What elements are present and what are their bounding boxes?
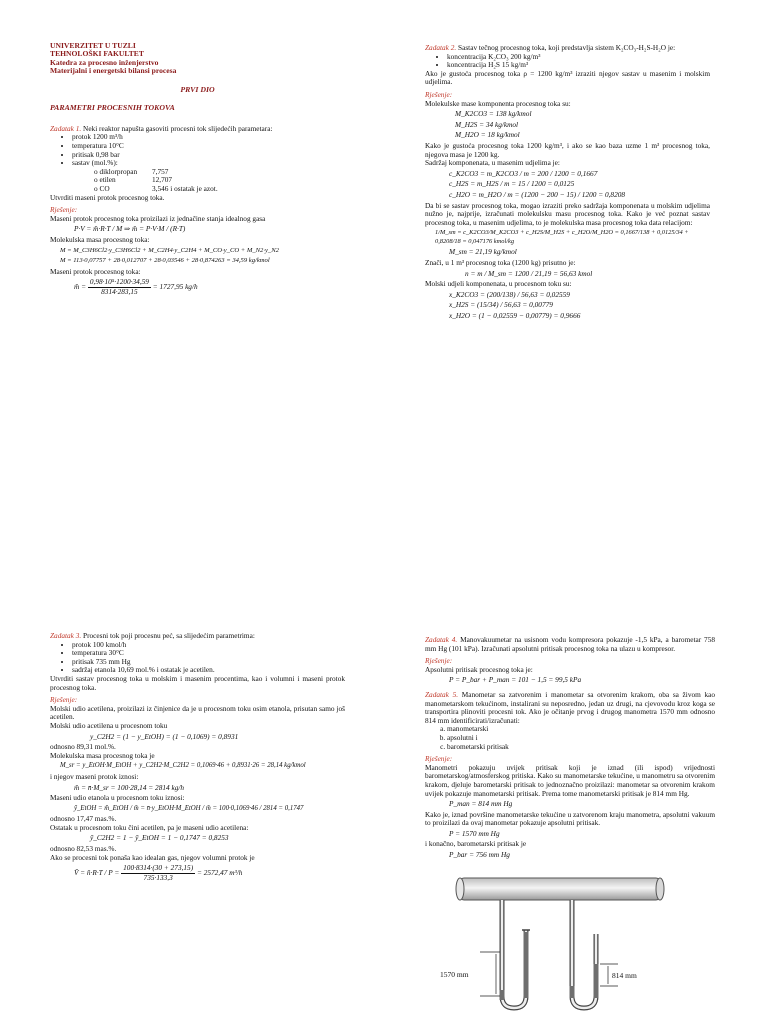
university-name: UNIVERZITET U TUZLI [50,41,136,50]
bottom-left-column: Zadatak 3. Procesni tok poji procesnu peć, sa slijedećim parametrima: • protok 100 kmol/h • temperatura 30°C • pritisak 735 mm Hg • sadržaj etanola 10,69 mol.% i ostatak je acetilen. Utvrditi sastav procesnog toka u molskim i masenim procentima, kao i volumni i maseni protok procesnog toka. Rješenje: Molski udio acetilena, proizilazi iz činjenice da je u procesnom toku osim etanola, prisutan samo još acetilen. Molski udio acetilena u procesnom toku y_C2H2 = (1 − y_EtOH) = (1 − 0,1069) = 0,8931 odnosno 89,31 mol.%. Molekulska masa procesnog toka je M_sr = y_EtOH·M_EtOH + y_C2H2·M_C2H2 = 0,1069·46 + 0,8931·26 = 28,14 kg/kmol i njegov maseni protok iznosi: m̄ = n̄·M_sr = 100·28,14 = 2814 kg/h Maseni udio etanola u procesnom toku iznosi: ȳ_EtOH = m̄_EtOH / m̄ = n̄·y_EtOH·M_EtOH / m̄ = 100·0,1069·46 / 2814 = 0,1747 odnosno 17,47 mas.%. Ostatak u procesnom toku čini acetilen, pa je maseni udio acetilena: ȳ_C2H2 = 1 − ȳ_EtOH = 1 − 0,1747 = 0,8253 odnosno 82,53 mas.%. Ako se procesni tok ponaša kao idealan gas, njegov volumni protok je V̄ = n̄·R·T / P = $\frac{100\cdot 8314\cdot(30 + 273,15)}{735\cdot 133,3}$ = 2572,47 m³/h [50,632,345,884]
bottom-right-column: Zadatak 4. Manovakuumetar na usisnom vodu kompresora pokazuje -1,5 kPa, a barometar 758 mm Hg (101 kPa). Izračunati apsolutni pritisak procesnog toka na ulazu u kompresor. Rješenje: Apsolutni pritisak procesnog toka je: P = P_bar + P_man = 101 − 1,5 = 99,5 kPa Zadatak 5. Manometar sa zatvorenim i manometar sa otvorenim krakom, oba sa živom kao manometarskom tekućinom, instalirani su neposredno, jedan uz drugi, na cjevovodu kroz koga se transportira plinoviti procesni tok. Ako je očitanje prvog i drugog manometra 1570 mm odnosno 814 mm identificirati/izračunati: a. manometarski b. apsolutni i c. barometarski pritisak Rješenje: Manometri pokazuju uvijek pritisak koji je iznad (ili ispod) vrijednosti barometarskog/atmosferskog pritiska. Kako su manometarske tekućine, u manometru sa otvorenim krakom, djeluje barometarski pritisak to jednoznačno proizilazi: manometar sa otvorenim krakom uvijek pokazuje manometarski pritisak. Prema tome manometarski pritisak je 814 mm Hg. P_man = 814 mm Hg Kako je, iznad površine manometarske tekućine u zatvorenom kraju manometra, apsolutni vakuum to proizilazi da ovaj manometar pokazuje apsolutni pritisak. P = 1570 mm Hg i konačno, barometarski pritisak je P_bar = 756 mm Hg [425,636,715,862]
equation: x_K2CO3 = (200/138) / 56,63 = 0,02559 [449,289,570,299]
task1-composition: o diklorpropan 7,757 o etilen 12,707 o CO 3,546 i ostatak je azot. [94,166,218,193]
pipe [460,878,660,900]
equation: ȳ_C2H2 = 1 − ȳ_EtOH = 1 − 0,1747 = 0,8253 [90,833,229,843]
equation: P_man = 814 mm Hg [449,799,513,809]
task3-label: Zadatak 3. [50,631,82,640]
task1-solution-label: Rješenje: [50,205,78,215]
equation: x_H2O = (1 − 0,02559 − 0,00779) = 0,9666 [449,311,581,321]
list-item: • temperatura 10°C [72,142,345,151]
equation: M_sr = y_EtOH·M_EtOH + y_C2H2·M_C2H2 = 0,1069·46 + 0,8931·26 = 28,14 kg/kmol [60,762,306,770]
list-item: • koncentracija H₂S 15 kg/m³ [447,61,710,70]
equation: c_H2S = m_H2S / m = 15 / 1200 = 0,0125 [449,179,575,189]
list-item: • sadržaj etanola 10,69 mol.% i ostatak je acetilen. [72,666,345,675]
equation: x_H2S = (15/34) / 56,63 = 0,00779 [449,300,553,310]
task5-intro: Zadatak 5. Manometar sa zatvorenim i manometar sa otvorenim krakom, oba sa živom kao manometarskom tekućinom, instalirani su neposredno, jedan uz drugi, na cjevovodu kroz koga se transportira plinoviti procesni tok. Ako je očitanje prvog i drugog manometra 1570 mm odnosno 814 mm identificirati/izračunati: [425,689,715,725]
section-title: PARAMETRI PROCESNIH TOKOVA [50,103,175,113]
equation: M_H2S = 34 kg/kmol [455,119,519,129]
task3-solution-label: Rješenje: [50,695,78,705]
list-item: b. apsolutni i [447,734,715,743]
task5-item-list [425,725,715,751]
task1-intro: Zadatak 1. Neki reaktor napušta gasoviti procesni tok slijedećih parametara: [50,123,273,133]
top-left-column: UNIVERZITET U TUZLI TEHNOLOŠKI FAKULTET Katedra za procesno inženjerstvo Materijalni i energetski bilansi procesa PRVI DIO PARAMETRI PROCESNIH TOKOVA Zadatak 1. Neki reaktor napušta gasoviti procesni tok slijedećih parametara: • protok 1200 m³/h • temperatura 10°C • pritisak 0,98 bar • sastav (mol.%): o diklorpropan 7,757 o etilen 12,707 o CO 3,546 i ostatak je azot. Utvrditi maseni protok procesnog toka. Rješenje: Maseni protok procesnog toka proizilazi iz jednačine stanja idealnog gasa P·V = m̄·R·T / M ⇒ m̄ = P·V·M / (R·T) Molekulska masa procesnog toka: M = M_C3H6Cl2·y_C3H6Cl2 + M_C2H4·y_C2H4 + M_CO·y_CO + M_N2·y_N2 M = 113·0,07757 + 28·0,012707 + 28·0,03546 + 28·0,874263 = 34,59 kg/kmol Maseni protok procesnog toka: m̄ = $\frac{\text{0,98·10⁵·1200·34,59}}{8314\cdot 283,15}$ = 1727,95 kg/h [50,42,345,299]
faculty-name: TEHNOLOŠKI FAKULTET [50,49,144,59]
task2-solution-label: Rješenje: [425,89,453,99]
list-item: c. barometarski pritisak [447,743,715,752]
list-item: • pritisak 0,98 bar [72,151,345,160]
equation: M = 113·0,07757 + 28·0,012707 + 28·0,03546 + 28·0,874263 = 34,59 kg/kmol [60,257,270,265]
equation: V̄ = n̄·R·T / P = $\frac{100\cdot 8314\cdot(30 + 273,15)}{735\cdot 133,3}$ = 2572,47 m³/h [74,863,243,882]
list-item: • temperatura 30°C [72,649,345,658]
task2-intro: Zadatak 2. Sastav tečnog procesnog toka, koji predstavlja sistem K₂CO₃-H₂S-H₂O je: [425,43,676,52]
equation: P = 1570 mm Hg [449,828,500,838]
equation: ȳ_EtOH = m̄_EtOH / m̄ = n̄·y_EtOH·M_EtOH / m̄ = 100·0,1069·46 / 2814 = 0,1747 [74,804,304,812]
list-item: • pritisak 735 mm Hg [72,658,345,667]
equation: m̄ = n̄·M_sr = 100·28,14 = 2814 kg/h [74,782,185,792]
top-right-column: Zadatak 2. Sastav tečnog procesnog toka, koji predstavlja sistem K₂CO₃-H₂S-H₂O je: • koncentracija K₂CO₃ 200 kg/m³ • koncentracija H₂S 15 kg/m³ Ako je gustoća procesnog toka ρ = 1200 kg/m³ izraziti njegov sastav u masenim i molskim udjelima. Rješenje: Molekulske mase komponenta procesnog toka su: M_K2CO3 = 138 kg/kmol M_H2S = 34 kg/kmol M_H2O = 18 kg/kmol Kako je gustoća procesnog toka 1200 kg/m³, i ako se kao baza uzme 1 m³ procesnog toka, njegova masa je 1200 kg. Sadržaj komponenata, u masenim udjelima je: c_K2CO3 = m_K2CO3 / m = 200 / 1200 = 0,1667 c_H2S = m_H2S / m = 15 / 1200 = 0,0125 c_H2O = m_H2O / m = (1200 − 200 − 15) / 1200 = 0,8208 Da bi se sastav procesnog toka, mogao izraziti preko sadržaja komponenata u molskim udjelima nužno je, najprije, izračunati molekulsku masu procesnog toka. Kako je već poznat sastav procesnog toka, u masenim udjelima, to je molekulska masa procesnog toka data relacijom: 1/M_sm = c_K2CO3/M_K2CO3 + c_H2S/M_H2S + c_H2O/M_H2O = 0,1667/138 + 0,0125/34 + 0,8208/18 = 0,047176 kmol/kg M_sm = 21,19 kg/kmol Znači, u 1 m³ procesnog toka (1200 kg) prisutno je: n = m / M_sm = 1200 / 21,19 = 56,63 kmol Molski udjeli komponenata, u procesnom toku su: x_K2CO3 = (200/138) / 56,63 = 0,02559 x_H2S = (15/34) / 56,63 = 0,00779 x_H2O = (1 − 0,02559 − 0,00779) = 0,9666 [425,44,710,323]
equation: M = M_C3H6Cl2·y_C3H6Cl2 + M_C2H4·y_C2H4 + M_CO·y_CO + M_N2·y_N2 [60,246,279,254]
task2-concentration-list [425,53,710,70]
task3-intro: Zadatak 3. Procesni tok poji procesnu peć, sa slijedećim parametrima: [50,631,255,640]
document-header [50,42,345,76]
task2-question: Ako je gustoća procesnog toka ρ = 1200 kg/m³ izraziti njegov sastav u masenim i molskim udjelima. [425,68,710,87]
equation: n = m / M_sm = 1200 / 21,19 = 56,63 kmol [465,268,593,278]
task1-label: Zadatak 1. [50,123,82,133]
task5-label: Zadatak 5. [425,689,459,699]
figure-label-open: 814 mm [612,971,637,980]
equation: M_K2CO3 = 138 kg/kmol [455,109,532,119]
part-title: PRVI DIO [180,84,215,94]
equation: P = P_bar + P_man = 101 − 1,5 = 99,5 kPa [449,675,582,685]
equation: c_H2O = m_H2O / m = (1200 − 200 − 15) / 1200 = 0,8208 [449,189,626,199]
course-name: Materijalni i energetski bilansi procesa [50,66,177,76]
equation: c_K2CO3 = m_K2CO3 / m = 200 / 1200 = 0,1667 [449,168,598,178]
list-item: • protok 1200 m³/h [72,133,345,142]
equation: P·V = m̄·R·T / M ⇒ m̄ = P·V·M / (R·T) [74,224,186,234]
task4-intro: Zadatak 4. Manovakuumetar na usisnom vodu kompresora pokazuje -1,5 kPa, a barometar 758 mm Hg (101 kPa). Izračunati apsolutni pritisak procesnog toka na ulazu u kompresor. [425,635,715,653]
task2-label: Zadatak 2. [425,43,457,52]
department-name: Katedra za procesno inženjerstvo [50,57,159,67]
equation: M_sm = 21,19 kg/kmol [449,247,517,257]
manometer-figure [440,868,680,1018]
open-manometer-tube [572,900,596,1008]
task1-question: Utvrditi maseni protok procesnog toka. [50,192,165,202]
closed-manometer-tube [502,900,526,1008]
task1-parameter-list [50,133,345,167]
list-item: • koncentracija K₂CO₃ 200 kg/m³ [447,53,710,62]
list-item: • protok 100 kmol/h [72,641,345,650]
task3-parameter-list [50,641,345,675]
task3-question: Utvrditi sastav procesnog toka u molskim i masenim procentima, kao i volumni i maseni protok procesnog toka. [50,673,345,692]
equation: P_bar = 756 mm Hg [449,850,510,860]
task5-solution-label: Rješenje: [425,754,453,764]
task4-label: Zadatak 4. [425,635,458,644]
equation: 1/M_sm = c_K2CO3/M_K2CO3 + c_H2S/M_H2S + c_H2O/M_H2O = 0,1667/138 + 0,0125/34 + 0,8208/18 = 0,047176 kmol/kg [435,229,689,245]
equation: y_C2H2 = (1 − y_EtOH) = (1 − 0,1069) = 0,8931 [90,731,239,741]
manometer-diagram [440,868,680,1018]
equation: m̄ = $\frac{\text{0,98·10⁵·1200·34,59}}{8314\cdot 283,15}$ = 1727,95 kg/h [74,277,198,296]
list-item: a. manometarski [447,725,715,734]
equation: M_H2O = 18 kg/kmol [455,130,520,140]
task4-solution-label: Rješenje: [425,656,453,666]
figure-label-closed: 1570 mm [440,970,469,979]
list-item: • sastav (mol.%): [72,159,345,168]
